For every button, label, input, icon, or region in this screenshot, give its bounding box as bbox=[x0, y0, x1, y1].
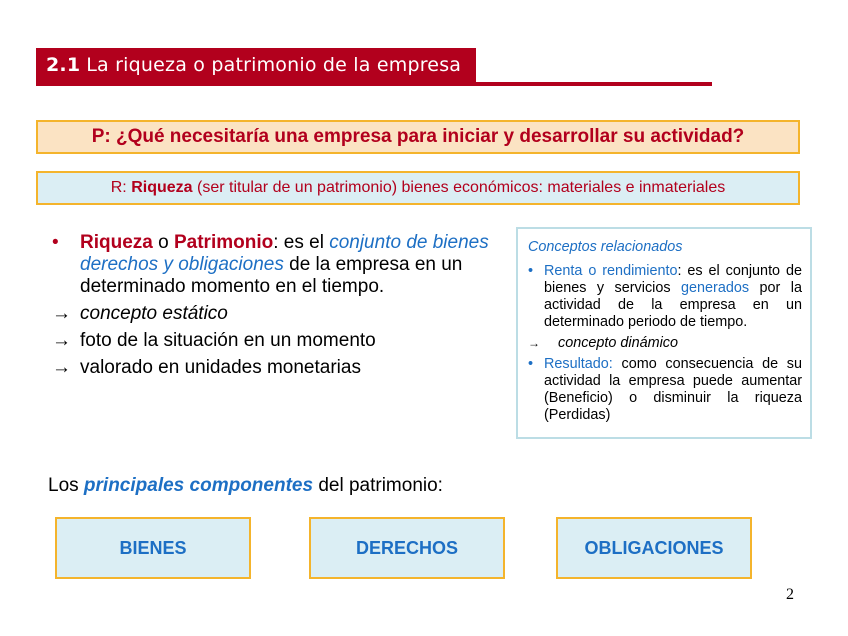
term-renta: Renta o rendimiento bbox=[544, 263, 678, 279]
definition-bullet bbox=[52, 232, 502, 298]
components-highlight: principales componentes bbox=[83, 475, 314, 496]
answer-rest: (ser titular de un patrimonio) bienes económicos: materiales e inmateriales bbox=[192, 179, 726, 196]
bullet-icon: • bbox=[52, 232, 59, 253]
term-riqueza: Riqueza bbox=[80, 232, 153, 253]
arrow-item bbox=[52, 357, 502, 379]
arrow-right-icon: → bbox=[52, 330, 71, 351]
title-underline bbox=[36, 82, 712, 86]
components-intro bbox=[48, 475, 443, 497]
term-connector: o bbox=[152, 232, 174, 253]
related-concepts-box bbox=[516, 227, 812, 439]
related-item-text bbox=[544, 263, 802, 331]
related-arrow-item bbox=[528, 335, 802, 352]
arrow-item-text: concepto estático bbox=[80, 303, 228, 324]
page-number: 2 bbox=[786, 586, 794, 603]
term-resultado: Resultado: bbox=[544, 356, 613, 372]
component-box-bienes: BIENES bbox=[55, 517, 251, 579]
renta-highlight: generados bbox=[681, 280, 750, 296]
main-points bbox=[52, 232, 502, 379]
related-item-renta bbox=[528, 263, 802, 331]
term-patrimonio: Patrimonio bbox=[173, 232, 274, 253]
question-box: P: ¿Qué necesitaría una empresa para iniciar y desarrollar su actividad? bbox=[36, 120, 800, 154]
section-title: La riqueza o patrimonio de la empresa bbox=[86, 54, 462, 76]
bullet-icon: • bbox=[528, 356, 534, 372]
answer-box bbox=[36, 171, 800, 205]
arrow-right-icon: → bbox=[528, 336, 540, 350]
answer-strong: Riqueza bbox=[131, 179, 193, 196]
arrow-right-icon: → bbox=[52, 357, 71, 378]
section-number: 2.1 bbox=[46, 54, 81, 76]
definition-highlight: conjunto de bienes derechos y obligaciones bbox=[80, 232, 489, 275]
arrow-item-text: valorado en unidades monetarias bbox=[80, 357, 361, 378]
bullet-icon: • bbox=[528, 263, 534, 279]
arrow-item bbox=[52, 330, 502, 352]
component-box-derechos: DERECHOS bbox=[309, 517, 505, 579]
arrow-item bbox=[52, 303, 502, 325]
renta-text1: : es el conjunto de bienes y servicios bbox=[544, 263, 803, 296]
components-suffix: del patrimonio: bbox=[313, 475, 443, 496]
resultado-text: como consecuencia de su actividad la empresa puede aumentar (Beneficio) o disminuir la riqueza (Perdidas) bbox=[544, 356, 802, 423]
definition-part2: de la empresa en un determinado momento en el tiempo. bbox=[80, 254, 463, 297]
related-heading: Conceptos relacionados bbox=[528, 239, 683, 255]
renta-text2: por la actividad de la empresa en un determinado periodo de tiempo. bbox=[544, 280, 802, 330]
answer-prefix: R: bbox=[110, 179, 132, 196]
related-item-resultado bbox=[528, 356, 802, 424]
related-item-text bbox=[544, 356, 802, 424]
arrow-item-text: foto de la situación en un momento bbox=[80, 330, 376, 351]
definition-part1: : es el bbox=[273, 232, 330, 253]
component-box-obligaciones: OBLIGACIONES bbox=[556, 517, 752, 579]
definition-text bbox=[80, 232, 502, 298]
related-arrow-text: concepto dinámico bbox=[558, 335, 678, 351]
arrow-right-icon: → bbox=[52, 303, 71, 324]
section-title-bar bbox=[36, 48, 476, 82]
components-prefix: Los bbox=[48, 475, 84, 496]
